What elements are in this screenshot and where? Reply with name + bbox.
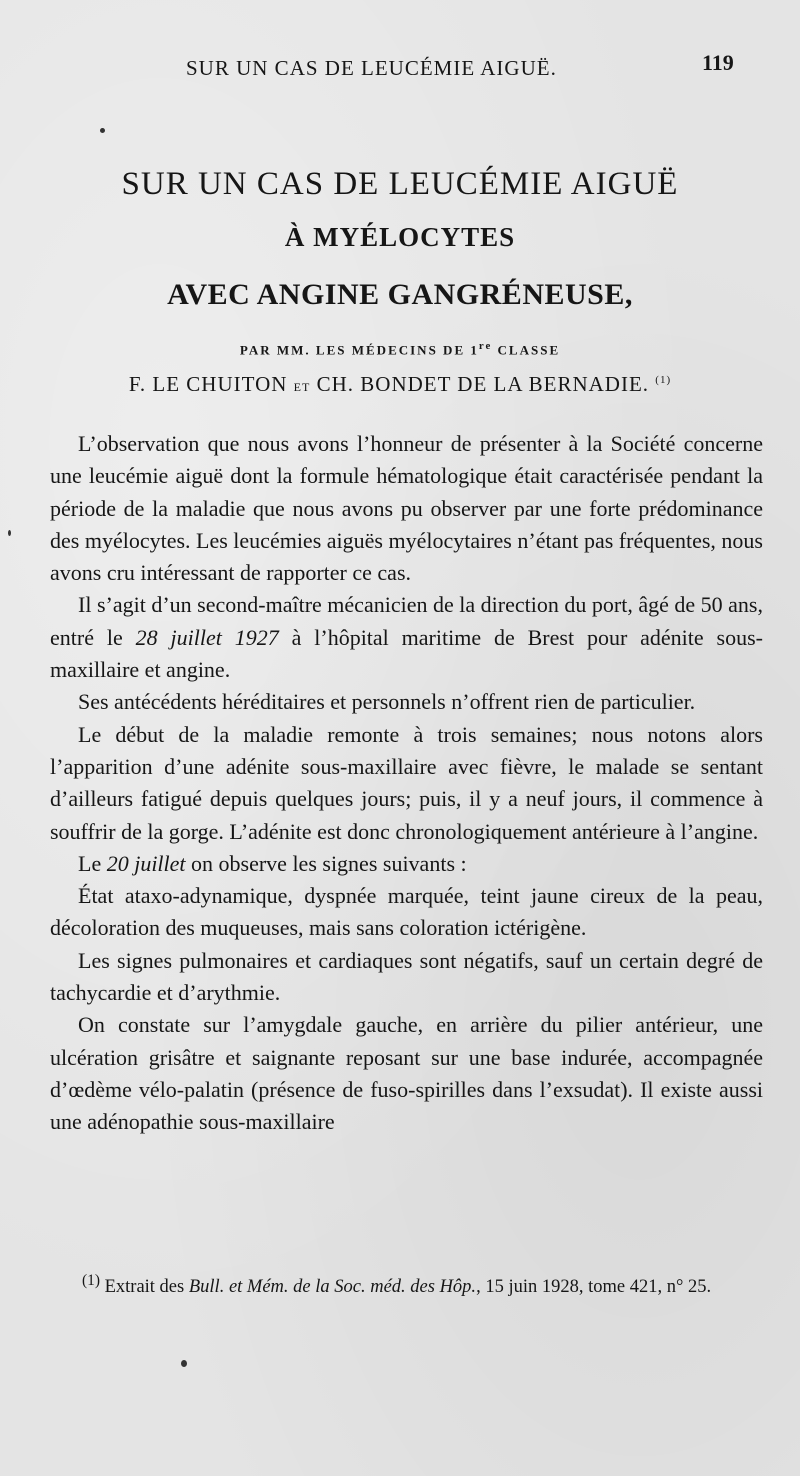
paragraph-2-text-a: Il s’agit d’un second-maître mécanicien de la direction du port, âgé de 50 ans, entré le <box>50 592 763 650</box>
article-title-line-2: À MYÉLOCYTES <box>284 222 516 252</box>
paragraph-5-text-b: on observe les signes suivants : <box>185 850 467 876</box>
article-body <box>50 428 763 1139</box>
running-head: SUR UN CAS DE LEUCÉMIE AIGUË. <box>186 56 557 80</box>
paragraph-8: On constate sur l’amygdale gauche, en arrière du pilier antérieur, une ulcération grisâtre et saignante reposant sur une base indurée, accompagnée d’œdème vélo-palatin (présence de fuso-spirilles dans l’exsudat). Il existe aussi une adénopathie sous-maxillaire <box>50 1012 763 1135</box>
footnote-source: Bull. et Mém. de la Soc. méd. des Hôp. <box>188 1277 477 1298</box>
byline-suffix: CLASSE <box>492 342 561 358</box>
article-title-line-3: AVEC ANGINE GANGRÉNEUSE, <box>167 278 633 311</box>
footnote-text-a: Extrait des <box>99 1277 189 1298</box>
paragraph-5 <box>50 848 763 880</box>
ink-speck <box>8 530 11 536</box>
byline-ordinal: re <box>478 340 493 352</box>
author-1: F. LE CHUITON <box>128 372 288 396</box>
author-2-abbrev: CH. <box>316 372 355 396</box>
ink-speck <box>100 128 105 133</box>
paragraph-4: Le début de la maladie remonte à trois semaines; nous notons alors l’apparition d’une adénite sous-maxillaire avec fièvre, le malade se sentant d’ailleurs fatigué depuis quelques jours; puis, il y a neuf jours, il commence à souffrir de la gorge. L’adénite est donc chronologiquement antérieure à l’angine. <box>50 721 763 844</box>
footnote-reference: (1) <box>655 374 672 386</box>
paragraph-2 <box>50 589 763 686</box>
ink-speck <box>181 1360 187 1367</box>
author-2: BONDET DE LA BERNADIE. <box>360 372 650 396</box>
article-title-line-1: SUR UN CAS DE LEUCÉMIE AIGUË <box>121 166 679 202</box>
paragraph-6: État ataxo-adynamique, dyspnée marquée, teint jaune cireux de la peau, décoloration des muqueuses, mais sans coloration ictérigène. <box>50 883 763 941</box>
paragraph-1: L’observation que nous avons l’honneur de présenter à la Société concerne une leucémie aiguë dont la formule hématologique était caractérisée pendant la période de la maladie que nous avons pu observer par une forte prédominance des myélocytes. Les leucémies aiguës myélocytaires n’étant pas fréquentes, nous avons cru intéressant de rapporter ce cas. <box>50 431 763 586</box>
authors-line <box>0 372 800 397</box>
admission-date: 28 juillet 1927 <box>135 624 279 650</box>
footnote-paragraph <box>62 1266 766 1302</box>
byline-prefix: PAR MM. LES MÉDECINS DE 1 <box>239 342 479 358</box>
footnote-text-b: , 15 juin 1928, tome 421, n° 25. <box>476 1277 712 1298</box>
footnote-marker: (1) <box>82 1272 100 1289</box>
paragraph-5-text-a: Le <box>78 850 107 876</box>
paragraph-3: Ses antécédents héréditaires et personnels n’offrent rien de particulier. <box>78 689 696 715</box>
page-number: 119 <box>702 50 734 75</box>
author-conjunction: ET <box>293 380 311 394</box>
byline <box>0 340 800 358</box>
footnote <box>62 1266 766 1302</box>
observation-date: 20 juillet <box>106 850 186 876</box>
paragraph-7: Les signes pulmonaires et cardiaques sont négatifs, sauf un certain degré de tachycardie et d’arythmie. <box>50 947 763 1006</box>
paragraph-2-text-b: à l’hôpital maritime de Brest pour adénite sous-maxillaire et angine. <box>50 624 763 683</box>
